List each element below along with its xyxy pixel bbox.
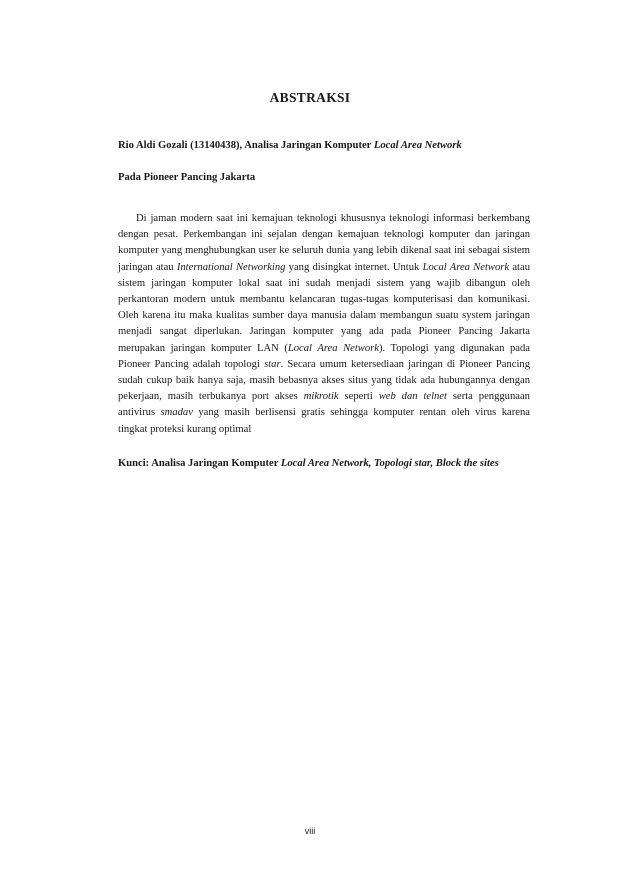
page-title: ABSTRAKSI [269, 90, 351, 105]
author-title-italic: Local Area Network [373, 140, 462, 151]
abstract-text: . Secara umum ketersediaan jaringan di Pioneer Pancing sudah cukup baik hanya saja, masih bebasnya akses situs yang tidak ada hubungannya dengan pekerjaan, masih terbukanya port akses [118, 358, 530, 403]
abstract-text: yang disingkat internet. Untuk [285, 261, 423, 273]
abstract-italic-term: mikrotik [303, 391, 339, 403]
abstract-italic-term: web dan telnet [378, 391, 447, 403]
keywords [118, 457, 530, 471]
abstract-text: atau sistem jaringan komputer lokal saat ini sudah menjadi sistem yang wajib dibangun oleh perkantoran modern untuk membantu kelancaran tugas-tugas komputerisasi dan komunikasi. Oleh karena itu maka kualitas sumber daya manusia dalam membangun suatu system jaringan menjadi sangat diperlukan. Jaringan komputer yang ada pada Pioneer Pancing Jakarta merupakan jaringan komputer LAN ( [118, 261, 530, 354]
keywords-lead: Kunci: Analisa Jaringan Komputer [118, 458, 281, 469]
abstract-italic-term: smadav [160, 407, 193, 419]
abstract-text: Di jaman modern saat ini kemajuan teknologi khususnya teknologi informasi berkembang dengan pesat. Perkembangan ini sejalan dengan kemajuan teknologi komputer dan jaringan komputer yang menghubungkan user ke seluruh dunia yang lebih dikenal saat ini sebagai sistem jaringan atau [118, 213, 530, 273]
abstract-italic-term: Local Area Network [287, 342, 379, 354]
page-number: viii [304, 826, 316, 836]
author-heading [118, 139, 538, 185]
author-line-2: Pada Pioneer Pancing Jakarta [118, 172, 256, 183]
abstract-text: ). Topologi yang digunakan pada Pioneer Pancing adalah topologi [118, 342, 530, 370]
abstract-italic-term: Local Area Network [422, 261, 510, 273]
author-line-1 [118, 139, 538, 153]
abstract-italic-term: International Networking [176, 261, 286, 273]
abstract-italic-term: star [264, 358, 281, 370]
keywords-italic: Local Area Network, Topologi star, Block the sites [280, 458, 499, 469]
author-name-and-title: Rio Aldi Gozali (13140438), Analisa Jaringan Komputer [118, 140, 372, 151]
abstract-text: yang masih berlisensi gratis sehingga komputer rentan oleh virus karena tingkat proteksi kurang optimal [118, 407, 530, 435]
abstract-paragraph [118, 211, 530, 438]
abstract-text: seperti [338, 391, 379, 403]
abstract-text: serta penggunaan antivirus [118, 391, 530, 419]
